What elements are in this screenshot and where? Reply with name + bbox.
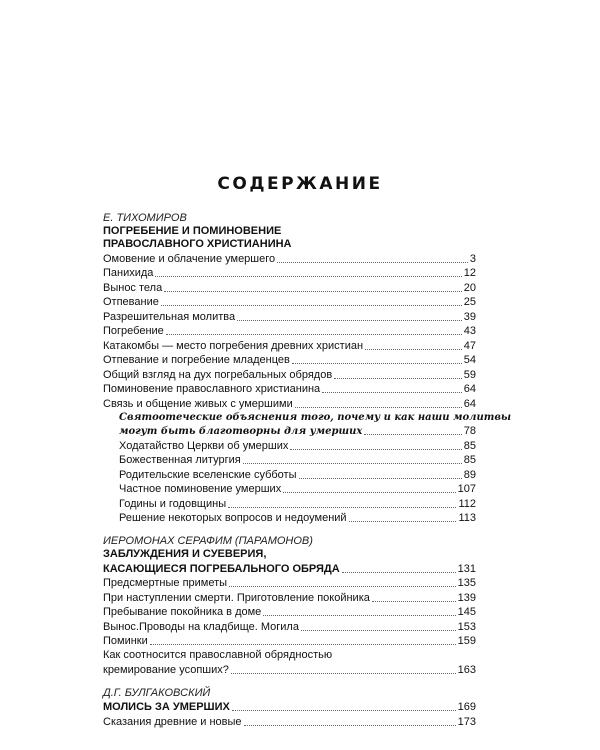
entry-label: Вынос.Проводы на кладбище. Могила: [103, 620, 299, 633]
entry-label: кремирование усопших?: [103, 663, 229, 676]
page-number: 131: [457, 562, 476, 575]
toc-entry[interactable]: [103, 396, 476, 411]
toc-entry[interactable]: [103, 605, 476, 620]
entry-label: Связь и общение живых с умершими: [103, 397, 293, 410]
dot-leader: [299, 478, 462, 479]
entry-label: Отпевание: [103, 296, 159, 308]
dot-leader: [166, 334, 462, 335]
toc-entry[interactable]: [103, 280, 476, 295]
entry-label: Сказания древние и новые: [103, 715, 242, 728]
page-number: 163: [457, 663, 476, 676]
toc-section-serafim: [103, 535, 476, 677]
dot-leader: [301, 630, 456, 631]
toc-entry[interactable]: [103, 714, 476, 729]
page-number: 25: [463, 296, 476, 308]
entry-label: Ходатайство Церкви об умерших: [119, 439, 289, 452]
dot-leader: [295, 407, 462, 408]
page-number: 85: [463, 454, 476, 466]
page-number: 107: [457, 483, 476, 495]
page-number: 39: [463, 310, 476, 323]
page-number: 112: [458, 497, 476, 510]
page-number: 3: [469, 252, 476, 265]
toc-entry[interactable]: [103, 619, 476, 634]
section-author: Е. ТИХОМИРОВ: [103, 212, 187, 224]
page-number: 85: [463, 439, 476, 452]
dot-leader: [372, 601, 456, 602]
entry-label: Отпевание и погребение младенцев: [103, 354, 290, 366]
section-heading: КАСАЮЩИЕСЯ ПОГРЕБАЛЬНОГО ОБРЯДА: [103, 562, 340, 575]
page-number: 59: [463, 368, 476, 381]
toc-section-bulgakovsky: [103, 687, 476, 729]
toc-entry[interactable]: [103, 576, 476, 591]
page-number: 64: [463, 397, 476, 410]
dot-leader: [164, 291, 462, 292]
page-number: 64: [463, 383, 476, 395]
entry-label: Божественная литургия: [119, 454, 241, 466]
toc-entry[interactable]: [103, 251, 476, 266]
entry-label: Разрешительная молитва: [103, 310, 236, 323]
dot-leader: [334, 378, 462, 379]
dot-leader: [231, 673, 456, 674]
page-number: 89: [463, 468, 476, 481]
toc-entry[interactable]: [103, 590, 476, 605]
entry-label: Частное поминовение умерших: [119, 483, 282, 495]
dot-leader: [365, 349, 462, 350]
entry-label: Катакомбы — место погребения древних христиан: [103, 339, 364, 352]
section-heading: МОЛИСЬ ЗА УМЕРШИХ: [103, 701, 230, 713]
section-heading: ПРАВОСЛАВНОГО ХРИСТИАНИНА: [103, 238, 292, 250]
page-number: 135: [457, 577, 476, 589]
toc-entry-list: [103, 576, 476, 649]
page-number: 173: [457, 715, 476, 728]
toc-entry[interactable]: [103, 367, 476, 382]
dot-leader: [342, 572, 456, 573]
section-author: ИЕРОМОНАХ СЕРАФИМ (ПАРАМОНОВ): [103, 535, 313, 547]
entry-label: Как соотносится православной обрядностью: [103, 649, 333, 661]
toc-entry[interactable]: [103, 511, 476, 526]
toc-entry[interactable]: [103, 467, 476, 482]
dot-leader: [349, 521, 457, 522]
dot-leader: [150, 644, 456, 645]
subsection-line: могут быть благотворны для умерших: [119, 426, 363, 437]
section-heading-row[interactable]: [103, 700, 476, 715]
entry-label: Родительские вселенские субботы: [119, 468, 297, 481]
toc-entry[interactable]: [103, 634, 476, 649]
dot-leader: [232, 710, 456, 711]
page-number: 20: [463, 281, 476, 294]
section-heading: ПОГРЕБЕНИЕ И ПОМИНОВЕНИЕ: [103, 225, 282, 237]
toc-entry[interactable]: [103, 338, 476, 353]
section-author: Д.Г. БУЛГАКОВСКИЙ: [103, 686, 211, 699]
dot-leader: [292, 363, 462, 364]
toc-entry[interactable]: [103, 496, 476, 511]
toc-entry-list: [103, 714, 476, 729]
page-title: СОДЕРЖАНИЕ: [217, 174, 383, 194]
entry-label: Поминовение православного христианина: [103, 383, 321, 395]
dot-leader: [263, 615, 455, 616]
toc-section-tikhomirov: [103, 212, 512, 525]
dot-leader: [243, 463, 462, 464]
toc-entry[interactable]: [103, 438, 476, 453]
entry-label: Предсмертные приметы: [103, 577, 228, 589]
dot-leader: [322, 392, 462, 393]
page-number: 78: [463, 425, 476, 437]
page-number: 113: [458, 512, 476, 524]
dot-leader: [364, 434, 461, 435]
page-number: 43: [463, 325, 476, 337]
toc-entry[interactable]: [103, 324, 476, 339]
dot-leader: [283, 492, 455, 493]
page-number: 12: [463, 267, 476, 279]
entry-label: При наступлении смерти. Приготовление покойника: [103, 591, 370, 604]
toc-entry[interactable]: [103, 353, 476, 368]
toc-entry[interactable]: [103, 382, 476, 397]
section-heading: ЗАБЛУЖДЕНИЯ И СУЕВЕРИЯ,: [103, 548, 267, 560]
entry-label: Погребение: [103, 325, 164, 337]
page-number: 153: [457, 620, 476, 633]
toc-entry-list: [103, 438, 476, 525]
dot-leader: [237, 320, 462, 321]
toc-entry: [103, 662, 476, 677]
toc-entry-list: [103, 251, 476, 411]
page-number: 169: [457, 701, 476, 713]
dot-leader: [228, 507, 456, 508]
entry-label: Решение некоторых вопросов и недоумений: [119, 512, 347, 524]
table-of-contents: [103, 212, 512, 739]
toc-entry[interactable]: [103, 309, 476, 324]
entry-label: Омовение и облачение умершего: [103, 252, 276, 265]
page-number: 159: [457, 635, 476, 647]
entry-label: Панихида: [103, 267, 154, 279]
entry-label: Пребывание покойника в доме: [103, 606, 262, 618]
subsection-row: [119, 424, 476, 439]
dot-leader: [155, 276, 461, 277]
dot-leader: [229, 586, 456, 587]
page-number: 145: [457, 606, 476, 618]
toc-entry[interactable]: [103, 482, 476, 497]
dot-leader: [290, 449, 461, 450]
page-number: 139: [457, 591, 476, 604]
subsection-line: Святоотеческие объяснения того, почему и как наши молитвы: [119, 411, 512, 423]
entry-label: Общий взгляд на дух погребальных обрядов: [103, 368, 333, 381]
toc-subsection-heading[interactable]: [103, 411, 512, 439]
toc-entry[interactable]: [103, 453, 476, 468]
page-number: 47: [463, 339, 476, 352]
entry-label: Годины и годовщины: [119, 497, 227, 510]
toc-entry[interactable]: [103, 266, 476, 281]
entry-label: Вынос тела: [103, 281, 163, 294]
section-heading-row[interactable]: [103, 561, 476, 576]
dot-leader: [244, 725, 456, 726]
toc-entry[interactable]: [103, 295, 476, 310]
dot-leader: [161, 305, 462, 306]
page-number: 54: [463, 354, 476, 366]
entry-label: Поминки: [103, 635, 148, 647]
toc-entry-multiline[interactable]: [103, 648, 476, 677]
dot-leader: [277, 262, 468, 263]
